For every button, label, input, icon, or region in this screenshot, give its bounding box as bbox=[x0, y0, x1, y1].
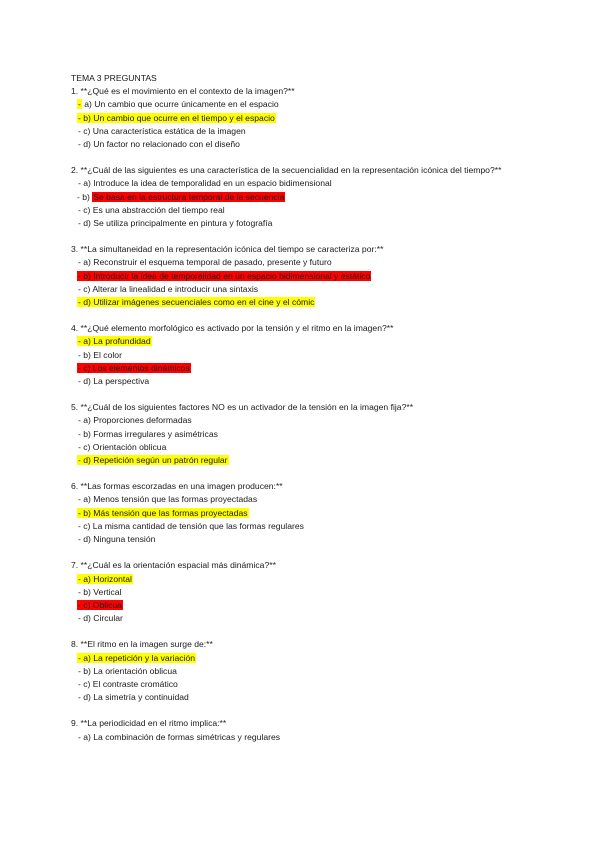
option-text: - c) Es una abstracción del tiempo real bbox=[78, 204, 225, 215]
document-title: TEMA 3 PREGUNTAS bbox=[71, 73, 157, 83]
option-prefix: - b) bbox=[77, 191, 93, 202]
option-text: - c) El contraste cromático bbox=[78, 678, 178, 689]
highlighted-option-text: - a) Horizontal bbox=[78, 573, 132, 584]
question-block bbox=[71, 322, 531, 388]
question-stem: 8. **El ritmo en la imagen surge de:** bbox=[71, 639, 213, 650]
question-stem: 6. **Las formas escorzadas en una imagen producen:** bbox=[71, 481, 283, 492]
answer-option bbox=[71, 349, 531, 362]
option-text: - d) Circular bbox=[78, 613, 123, 624]
answer-option bbox=[71, 573, 531, 586]
question-block bbox=[71, 638, 531, 704]
option-text: - d) La simetría y continuidad bbox=[78, 692, 189, 703]
question-block bbox=[71, 559, 531, 625]
answer-option bbox=[71, 731, 531, 744]
option-text: - a) Proporciones deformadas bbox=[78, 415, 192, 426]
question-stem: 5. **¿Cuál de los siguientes factores NO es un activador de la tensión en la imagen fija?** bbox=[71, 402, 414, 413]
option-text: - d) Ninguna tensión bbox=[78, 534, 156, 545]
highlighted-option-text: - b) Más tensión que las formas proyectadas bbox=[78, 507, 248, 518]
question-block bbox=[71, 164, 531, 230]
option-text: - d) Un factor no relacionado con el diseño bbox=[78, 139, 240, 150]
highlighted-option-text: - b) Introducir la idea de temporalidad en un espacio bidimensional y estático bbox=[78, 270, 371, 281]
highlighted-option-text: Se basa en la estructura temporal de la secuencia bbox=[93, 191, 285, 202]
option-text: - d) Se utiliza principalmente en pintura y fotografía bbox=[78, 218, 273, 229]
question-block bbox=[71, 85, 531, 151]
highlighted-option-text: - d) Repetición según un patrón regular bbox=[78, 455, 228, 466]
answer-option bbox=[71, 335, 531, 348]
question-block bbox=[71, 480, 531, 546]
answer-option bbox=[71, 362, 531, 375]
answer-option bbox=[71, 414, 531, 427]
highlighted-option-text: - b) Un cambio que ocurre en el tiempo y el espacio bbox=[78, 112, 275, 123]
answer-option bbox=[71, 112, 531, 125]
question-stem: 1. **¿Qué es el movimiento en el contexto de la imagen?** bbox=[71, 86, 295, 97]
answer-option bbox=[71, 138, 531, 151]
answer-option bbox=[71, 533, 531, 546]
answer-option bbox=[71, 520, 531, 533]
question-block bbox=[71, 401, 531, 467]
highlight-mark: - bbox=[78, 99, 81, 110]
answer-option bbox=[71, 454, 531, 467]
answer-option bbox=[71, 691, 531, 704]
answer-option bbox=[71, 177, 531, 190]
option-text: - c) Una característica estática de la imagen bbox=[78, 125, 246, 136]
question-stem: 4. **¿Qué elemento morfológico es activado por la tensión y el ritmo en la imagen?** bbox=[71, 323, 394, 334]
highlighted-option-text: - a) La repetición y la variación bbox=[78, 652, 196, 663]
option-text: - c) Alterar la linealidad e introducir una sintaxis bbox=[78, 283, 259, 294]
option-text: - b) Vertical bbox=[78, 586, 122, 597]
answer-option bbox=[71, 678, 531, 691]
answer-option bbox=[71, 507, 531, 520]
highlighted-option-text: - c) Oblicua bbox=[78, 599, 122, 610]
highlighted-option-text: - a) La profundidad bbox=[78, 336, 151, 347]
answer-option bbox=[71, 98, 531, 111]
answer-option bbox=[71, 652, 531, 665]
answer-option bbox=[71, 599, 531, 612]
answer-option bbox=[71, 493, 531, 506]
answer-option bbox=[71, 256, 531, 269]
option-text: - b) El color bbox=[78, 349, 122, 360]
option-text: - c) La misma cantidad de tensión que las formas regulares bbox=[78, 520, 304, 531]
question-stem: 2. **¿Cuál de las siguientes es una característica de la secuencialidad en la representación icónica del tiempo?** bbox=[71, 165, 502, 176]
answer-option bbox=[71, 283, 531, 296]
question-stem: 3. **La simultaneidad en la representación icónica del tiempo se caracteriza por:** bbox=[71, 244, 384, 255]
question-stem: 9. **La periodicidad en el ritmo implica:** bbox=[71, 718, 227, 729]
option-text: - b) La orientación oblicua bbox=[78, 665, 177, 676]
option-text: - a) La combinación de formas simétricas y regulares bbox=[78, 731, 281, 742]
answer-option bbox=[71, 665, 531, 678]
answer-option bbox=[71, 270, 531, 283]
document-page bbox=[71, 72, 531, 744]
question-list bbox=[71, 85, 531, 744]
option-text: - d) La perspectiva bbox=[78, 376, 150, 387]
answer-option bbox=[71, 125, 531, 138]
question-block bbox=[71, 243, 531, 309]
question-block bbox=[71, 717, 531, 743]
answer-option bbox=[71, 428, 531, 441]
option-text: a) Un cambio que ocurre únicamente en el espacio bbox=[81, 99, 279, 110]
answer-option bbox=[71, 204, 531, 217]
question-stem: 7. **¿Cuál es la orientación espacial más dinámica?** bbox=[71, 560, 276, 571]
highlighted-option-text: - d) Utilizar imágenes secuenciales como en el cine y el cómic bbox=[78, 297, 315, 308]
answer-option bbox=[71, 296, 531, 309]
answer-option bbox=[71, 375, 531, 388]
option-text: - a) Introduce la idea de temporalidad en un espacio bidimensional bbox=[78, 178, 332, 189]
answer-option bbox=[71, 586, 531, 599]
answer-option bbox=[71, 217, 531, 230]
answer-option bbox=[71, 191, 531, 204]
answer-option bbox=[71, 441, 531, 454]
option-text: - a) Reconstruir el esquema temporal de pasado, presente y futuro bbox=[78, 257, 332, 268]
answer-option bbox=[71, 612, 531, 625]
option-text: - b) Formas irregulares y asimétricas bbox=[78, 428, 218, 439]
option-text: - a) Menos tensión que las formas proyectadas bbox=[78, 494, 258, 505]
option-text: - c) Orientación oblicua bbox=[78, 441, 167, 452]
highlighted-option-text: - c) Los elementos dinámicos bbox=[78, 362, 190, 373]
